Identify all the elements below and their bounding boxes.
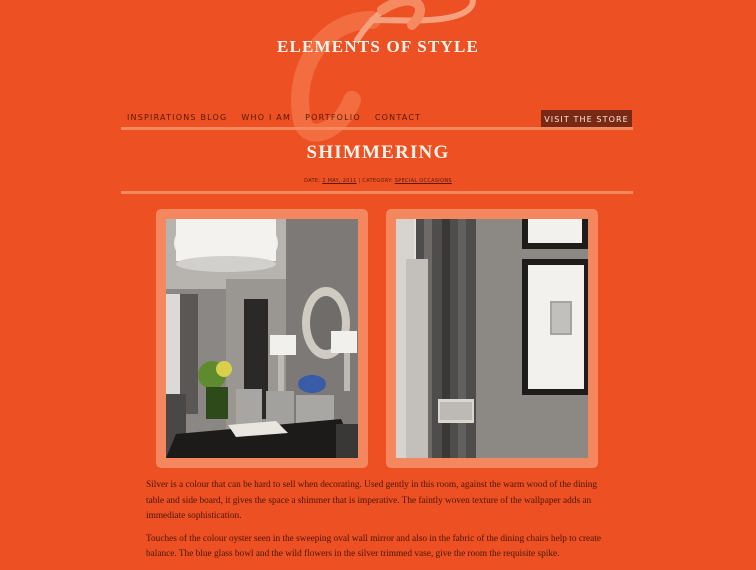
paragraph-1: Silver is a colour that can be hard to sell when decorating. Used gently in this room, against the warm wood of the dining table and side board, it gives the space a shimmer that is imperative. The faintly woven texture of the wallpaper adds an immediate sophistication. bbox=[146, 480, 598, 521]
curtain-photo[interactable] bbox=[396, 219, 588, 458]
main-nav bbox=[127, 113, 435, 122]
dining-room-photo-frame bbox=[156, 209, 368, 468]
post-title[interactable]: SHIMMERING bbox=[306, 142, 450, 163]
paragraph-2: Touches of the colour oyster seen in the sweeping oval wall mirror and also in the fabric of the dining chairs help to create balance. The blue glass bowl and the wild flowers in the silver trimmed vase, give the room the requisite spike. bbox=[146, 533, 602, 559]
title-divider bbox=[121, 191, 633, 194]
nav-divider bbox=[121, 127, 633, 130]
visit-store-button[interactable]: VISIT THE STORE bbox=[541, 110, 632, 129]
site-title[interactable]: ELEMENTS OF STYLE bbox=[276, 37, 480, 56]
category-prefix: CATEGORY: bbox=[362, 178, 393, 184]
nav-item-inspirations-blog[interactable]: INSPIRATIONS BLOG bbox=[127, 113, 228, 122]
dining-room-photo[interactable] bbox=[166, 219, 358, 458]
meta-separator: | bbox=[358, 178, 361, 184]
nav-item-who-i-am[interactable]: WHO I AM bbox=[241, 113, 292, 122]
nav-item-portfolio[interactable]: PORTFOLIO bbox=[305, 113, 361, 122]
post-date-link[interactable]: 2 MAY, 2011 bbox=[322, 178, 357, 184]
date-prefix: DATE: bbox=[304, 178, 321, 184]
nav-item-contact[interactable]: CONTACT bbox=[374, 113, 422, 122]
post-body bbox=[146, 478, 606, 570]
post-meta bbox=[0, 178, 756, 184]
category-link[interactable]: SPECIAL OCCASIONS bbox=[394, 178, 452, 184]
curtain-photo-frame bbox=[386, 209, 598, 468]
